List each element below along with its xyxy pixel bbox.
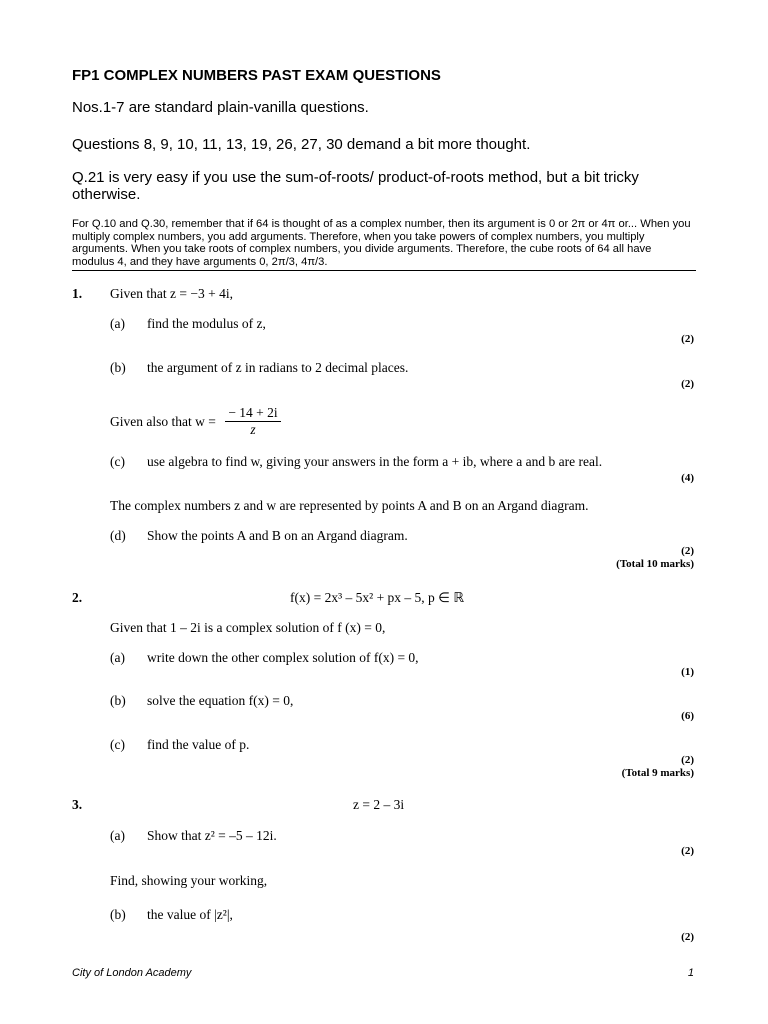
q1-part-d-text: Show the points A and B on an Argand diagram. xyxy=(147,528,408,543)
intro-line-1: Nos.1-7 are standard plain-vanilla questions. xyxy=(72,99,369,116)
question-1-stem: Given that z = −3 + 4i, xyxy=(110,286,233,301)
q1-argand-text: The complex numbers z and w are represented by points A and B on an Argand diagram. xyxy=(110,498,589,513)
q3-equation: z = 2 – 3i xyxy=(353,797,405,812)
q2-part-b-marks: (6) xyxy=(681,710,694,722)
question-2-number: 2. xyxy=(72,590,83,605)
q2-part-b-text: solve the equation f(x) = 0, xyxy=(147,693,294,708)
q1-w-prefix: Given also that w = xyxy=(110,414,216,429)
footer-school-name: City of London Academy xyxy=(72,967,192,979)
q1-part-b-label: (b) xyxy=(110,360,126,375)
q2-total-marks: (Total 9 marks) xyxy=(621,767,694,779)
q1-part-b-marks: (2) xyxy=(681,378,694,390)
q2-part-a-marks: (1) xyxy=(681,666,694,678)
q2-part-c-label: (c) xyxy=(110,737,125,752)
q1-part-a-text: find the modulus of z, xyxy=(147,316,266,331)
q1-part-c-label: (c) xyxy=(110,454,125,469)
q1-part-c-text: use algebra to find w, giving your answers in the form a + ib, where a and b are real. xyxy=(147,454,603,469)
q1-part-d-marks: (2) xyxy=(681,545,694,557)
q3-part-b-label: (b) xyxy=(110,907,126,922)
question-2-stem: Given that 1 – 2i is a complex solution of f (x) = 0, xyxy=(110,620,386,635)
q1-w-fraction xyxy=(225,405,281,438)
q3-part-a-text: Show that z² = –5 – 12i. xyxy=(147,828,277,843)
q2-part-b-label: (b) xyxy=(110,693,126,708)
hint-note: For Q.10 and Q.30, remember that if 64 is thought of as a complex number, then its argument is 0 or 2π or 4π or... When you multiply complex numbers, you add arguments. Therefore, when you take powers of complex numbers, you multiply arguments. When you take roots of complex numbers, you divide arguments. Therefore, the cube roots of 64 all have modulus 4, and they have arguments 0, 2π/3, 4π/3. xyxy=(72,218,691,268)
q3-part-b-marks: (2) xyxy=(681,931,694,943)
intro-line-3: Q.21 is very easy if you use the sum-of-roots/ product-of-roots method, but a bit tricky otherwise. xyxy=(72,169,639,203)
q3-part-b-text: the value of |z²|, xyxy=(147,907,233,922)
q2-equation: f(x) = 2x³ – 5x² + px – 5, p ∈ ℝ xyxy=(290,590,465,605)
footer-page-number: 1 xyxy=(687,967,694,979)
q3-working-instruction: Find, showing your working, xyxy=(110,873,268,888)
q1-part-d-label: (d) xyxy=(110,528,126,543)
question-3-number: 3. xyxy=(72,797,83,812)
q1-w-denominator: z xyxy=(250,422,256,437)
q1-part-a-marks: (2) xyxy=(681,333,694,345)
q1-part-c-marks: (4) xyxy=(681,472,694,484)
q1-part-a-label: (a) xyxy=(110,316,125,331)
q2-part-a-label: (a) xyxy=(110,650,125,665)
intro-line-2: Questions 8, 9, 10, 11, 13, 19, 26, 27, 30 demand a bit more thought. xyxy=(72,136,531,153)
q1-w-numerator: − 14 + 2i xyxy=(228,405,278,420)
q2-part-c-marks: (2) xyxy=(681,754,694,766)
q2-part-c-text: find the value of p. xyxy=(147,737,250,752)
q3-part-a-label: (a) xyxy=(110,828,125,843)
question-1-number: 1. xyxy=(72,286,83,301)
q2-part-a-text: write down the other complex solution of f(x) = 0, xyxy=(147,650,419,665)
q3-part-a-marks: (2) xyxy=(681,845,694,857)
divider xyxy=(72,270,696,271)
q1-part-b-text: the argument of z in radians to 2 decimal places. xyxy=(147,360,409,375)
page-title: FP1 COMPLEX NUMBERS PAST EXAM QUESTIONS xyxy=(72,67,441,84)
q1-total-marks: (Total 10 marks) xyxy=(616,558,694,570)
